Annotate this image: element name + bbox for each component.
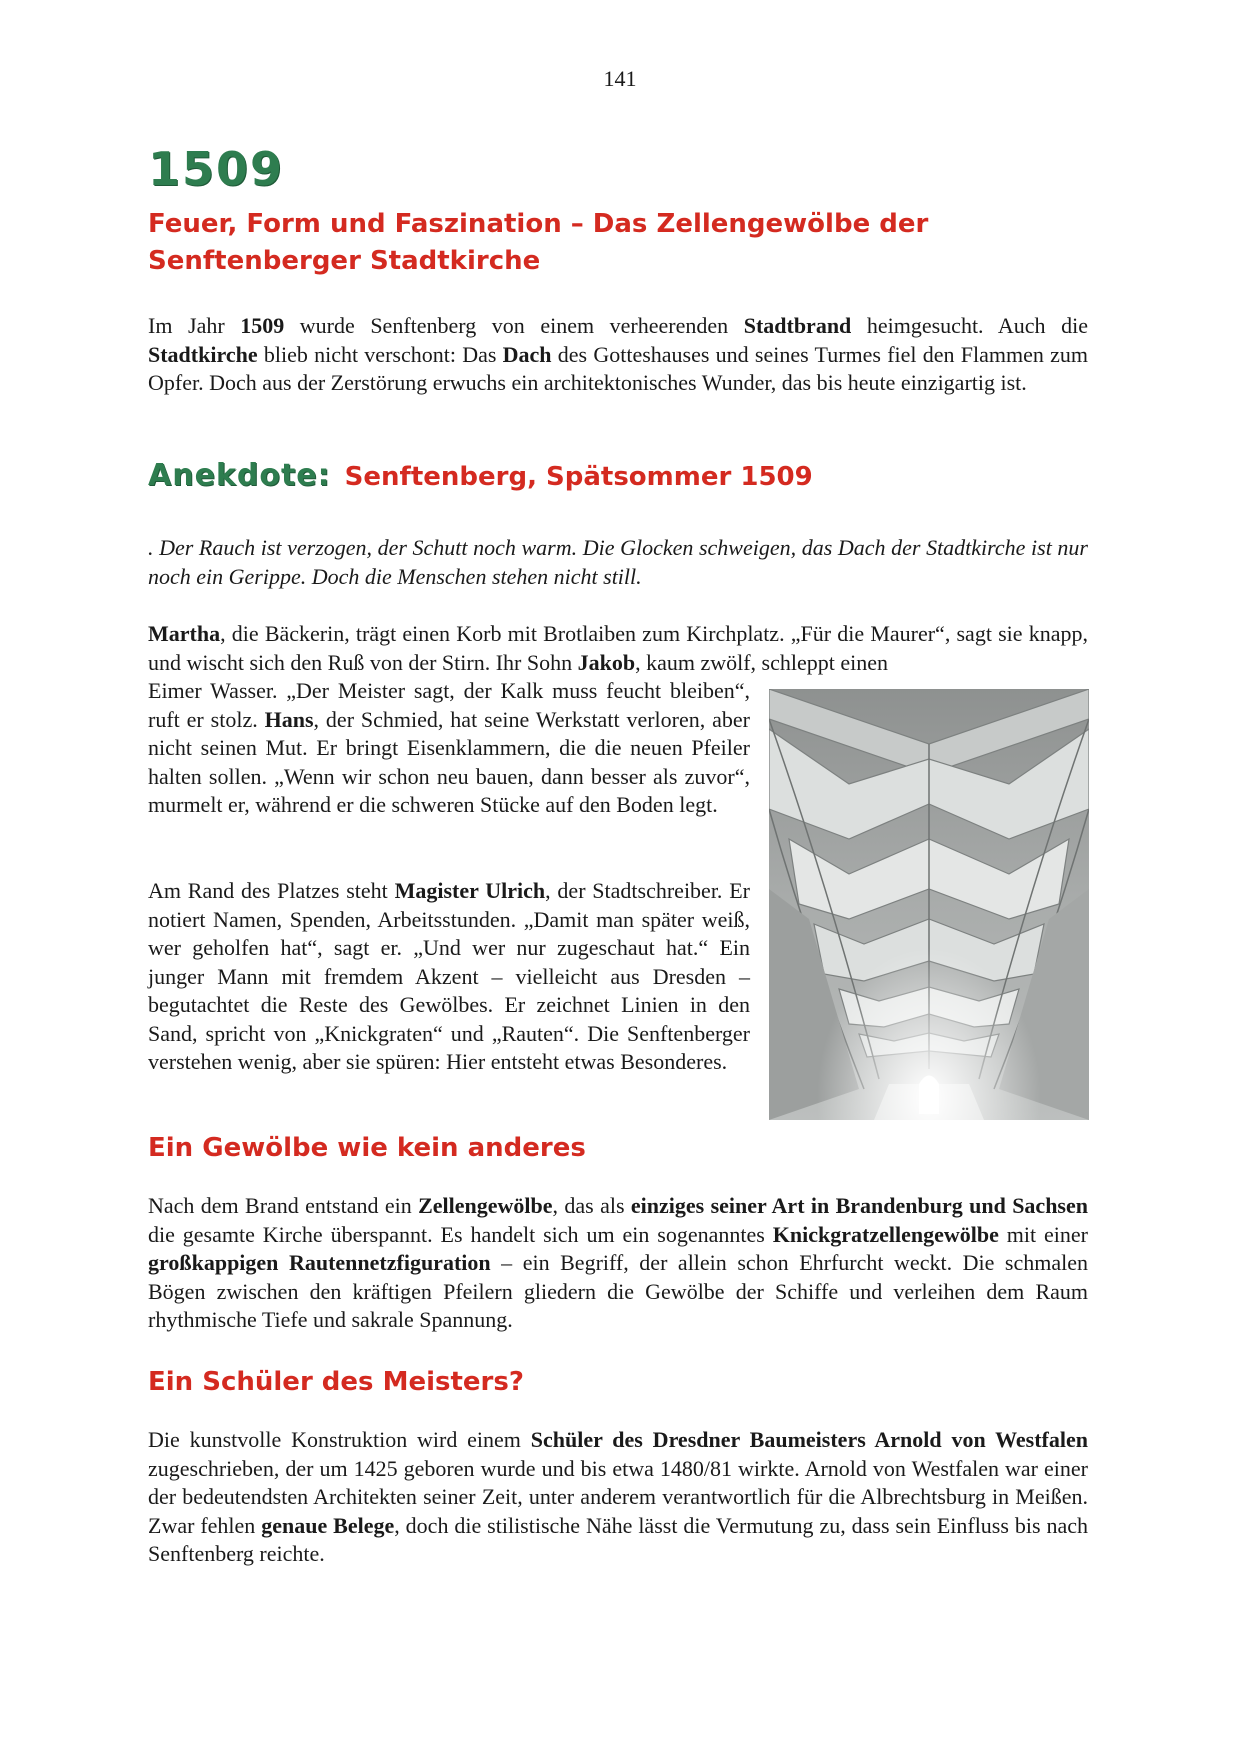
bold-text: genaue Belege xyxy=(261,1512,395,1538)
bold-text: Schüler des Dresdner Baumeisters Arnold von Westfalen xyxy=(530,1427,1088,1452)
text-run: Nach dem Brand entstand ein xyxy=(148,1193,419,1218)
anekdote-heading xyxy=(148,458,813,493)
bold-text: Dach xyxy=(502,341,552,367)
gewoelbe-paragraph xyxy=(148,1192,1088,1335)
text-run: mit einer xyxy=(998,1221,1088,1247)
text-run: , das als xyxy=(552,1193,631,1218)
text-run: heimgesucht. Auch die xyxy=(851,313,1088,338)
bold-text: Jakob xyxy=(577,649,636,675)
text-run: Am Rand des Platzes steht xyxy=(148,878,395,903)
text-run: , kaum zwölf, schleppt einen xyxy=(635,649,889,675)
bold-text: Knickgratzellengewölbe xyxy=(772,1221,999,1247)
text-run: Die kunstvolle Konstruktion wird einem xyxy=(148,1427,531,1452)
text-run: , der Schmied, hat seine Werkstatt verloren, aber nicht seinen Mut. Er bringt Eisenklammern, die die neuen Pfeiler halten sollen. „Wenn wir schon neu bauen, dann besser als zuvor“, murmelt er, während er die schweren Stücke auf den Boden legt. xyxy=(148,706,751,817)
bold-text: Martha xyxy=(148,621,221,646)
text-run: die gesamte Kirche überspannt. Es handelt sich um ein sogenanntes xyxy=(148,1221,773,1247)
bold-text: großkappigen Rautennetzfiguration xyxy=(148,1250,491,1275)
bold-text: Zellengewölbe xyxy=(418,1193,553,1218)
text-run: Im Jahr xyxy=(148,313,241,338)
year-heading: 1509 xyxy=(148,142,285,196)
anekdote-label: Anekdote: xyxy=(148,458,331,493)
martha-paragraph-full xyxy=(148,620,1088,677)
page-number: 141 xyxy=(603,66,637,91)
schueler-paragraph xyxy=(148,1426,1088,1569)
text-run: , der Stadtschreiber. Er notiert Namen, Spenden, Arbeitsstunden. „Damit man später weiß, wer geholfen hat“, sagt er. „Und wer nur zugeschaut hat.“ Ein junger Mann mit fremdem Akzent – vielleicht aus Dresden – begutachtet die Reste des Gewölbes. Er zeichnet Linien in den Sand, spricht von „Knickgraten“ und „Rauten“. Die Senftenberger verstehen wenig, aber sie spüren: Hier entsteht etwas Besonderes. xyxy=(148,878,750,1074)
text-run: Eimer Wasser. „Der Meister sagt, der Kalk muss feucht bleiben“, ruft er stolz. xyxy=(148,678,750,732)
vault-photo xyxy=(769,689,1089,1120)
text-run: zugeschrieben, der um 1425 geboren wurde und bis etwa 1480/81 wirkte. Arnold von Westfalen war einer der bedeutendsten Architekten seiner Zeit, unter anderem verantwortlich für die Albrechtsburg in Meißen. Zwar fehlen xyxy=(148,1455,1088,1538)
anekdote-title: Senftenberg, Spätsommer 1509 xyxy=(344,462,813,492)
text-run: , doch die stilistische Nähe lässt die Vermutung zu, dass sein Einfluss bis nach Senftenberg reichte. xyxy=(148,1512,1088,1566)
text-run: blieb nicht verschont: Das xyxy=(257,341,503,367)
page-title: Feuer, Form und Faszination – Das Zellengewölbe der Senftenberger Stadtkirche xyxy=(148,209,929,276)
bold-text: Stadtkirche xyxy=(148,341,258,367)
intro-paragraph xyxy=(148,312,1088,398)
bold-text: einziges seiner Art in Brandenburg und Sachsen xyxy=(630,1193,1088,1218)
bold-text: 1509 xyxy=(240,313,285,338)
text-run: – ein Begriff, der allein schon Ehrfurcht weckt. Die schmalen Bögen zwischen den kräftigen Pfeilern gliedern die Gewölbe der Schiffe und verleihen dem Raum rhythmische Tiefe und sakrale Spannung. xyxy=(148,1250,1088,1332)
section-heading-gewoelbe: Ein Gewölbe wie kein anderes xyxy=(148,1133,586,1163)
ulrich-paragraph xyxy=(148,877,750,1077)
bold-text: Magister Ulrich xyxy=(394,878,546,903)
section-heading-schueler: Ein Schüler des Meisters? xyxy=(148,1367,524,1397)
martha-paragraph-column xyxy=(148,677,750,820)
bold-text: Stadtbrand xyxy=(743,313,852,338)
anekdote-intro-italic: . Der Rauch ist verzogen, der Schutt noch warm. Die Glocken schweigen, das Dach der Stadtkirche ist nur noch ein Gerippe. Doch die Menschen stehen nicht still. xyxy=(148,535,1088,589)
text-run: , die Bäckerin, trägt einen Korb mit Brotlaiben zum Kirchplatz. „Für die Maurer“, sagt sie knapp, und wischt sich den Ruß von der Stirn. Ihr Sohn xyxy=(148,621,1088,675)
text-run: des Gotteshauses und seines Turmes fiel den Flammen zum Opfer. Doch aus der Zerstörung erwuchs ein architektonisches Wunder, das bis heute einzigartig ist. xyxy=(148,341,1088,395)
text-run: wurde Senftenberg von einem verheerenden xyxy=(284,313,744,338)
bold-text: Hans xyxy=(264,706,314,732)
